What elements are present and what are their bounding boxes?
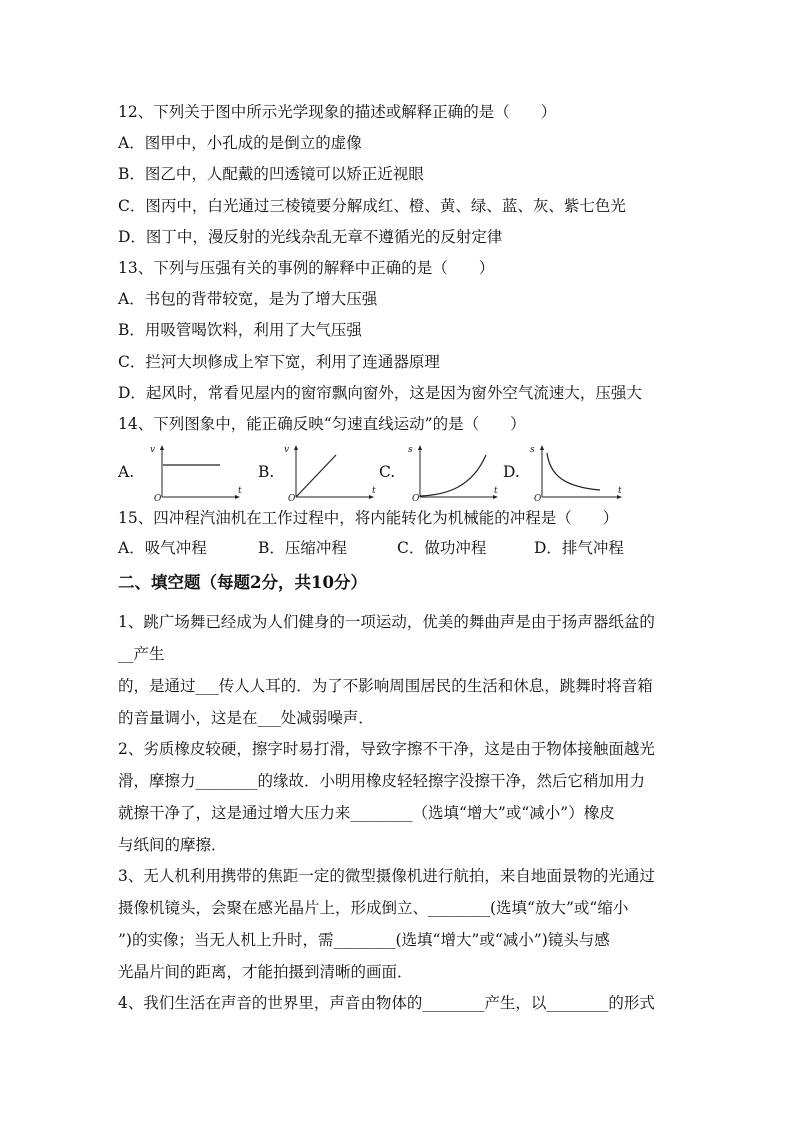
fill-q1-line-1: 1、跳广场舞已经成为人们健身的一项运动，优美的舞曲声是由于扬声器纸盆的	[118, 613, 655, 631]
graph-a	[146, 443, 244, 503]
q15-options	[118, 538, 678, 558]
graph-b-x-axis-label: t	[372, 486, 376, 496]
graph-b-origin: O	[288, 494, 296, 503]
q15-stem: 15、四冲程汽油机在工作过程中，将内能转化为机械能的冲程是（ ）	[118, 509, 619, 527]
fill-q3-line-3: ”)的实像；当无人机上升时，需________(选填“增大”或“减小”)镜头与感	[118, 931, 610, 949]
graph-b-y-axis-label: v	[284, 445, 290, 455]
graph-c-y-arrow	[418, 445, 422, 450]
graph-d-x-axis-label: t	[618, 486, 622, 496]
q12-option-a: A．图甲中，小孔成的是倒立的虚像	[118, 134, 362, 152]
graph-d-curve	[547, 453, 600, 490]
graph-d-label: D.	[503, 463, 520, 481]
graph-a-x-axis-label: t	[238, 486, 242, 496]
graph-a-label: A.	[118, 463, 135, 481]
graph-b	[280, 443, 378, 503]
fill-q2-line-2: 滑，摩擦力________的缘故．小明用橡皮轻轻擦字没擦干净，然后它稍加用力	[118, 772, 646, 790]
graph-d-origin: O	[534, 494, 542, 503]
q15-option-b: B．压缩冲程	[258, 539, 347, 557]
graph-d-y-axis-label: s	[530, 445, 535, 455]
q13-stem: 13、下列与压强有关的事例的解释中正确的是（ ）	[118, 259, 495, 277]
graph-d	[526, 443, 626, 503]
q13-option-b: B．用吸管喝饮料，利用了大气压强	[118, 321, 362, 339]
graph-c-x-axis-label: t	[494, 486, 498, 496]
graph-b-curve	[296, 455, 336, 497]
graph-c-origin: O	[412, 494, 420, 503]
graph-b-label: B.	[258, 463, 275, 481]
q14-graphs	[118, 443, 678, 503]
section-2-title: 二、填空题（每题2分，共10分）	[118, 573, 367, 592]
fill-q3-line-1: 3、无人机利用携带的焦距一定的微型摄像机进行航拍，来自地面景物的光通过	[118, 867, 655, 885]
fill-q1-line-4: 的音量调小，这是在___处减弱噪声．	[118, 709, 374, 727]
q12-option-c: C．图丙中，白光通过三棱镜要分解成红、橙、黄、绿、蓝、灰、紫七色光	[118, 197, 626, 215]
fill-q2-line-1: 2、劣质橡皮较硬，擦字时易打滑，导致字擦不干净，这是由于物体接触面越光	[118, 740, 655, 758]
fill-q3-line-4: 光晶片间的距离，才能拍摄到清晰的画面．	[118, 963, 413, 981]
graph-c	[402, 443, 502, 503]
fill-q1-line-3: 的，是通过___传人人耳的．为了不影响周围居民的生活和休息，跳舞时将音箱	[118, 677, 653, 695]
graph-a-y-axis-label: v	[150, 445, 156, 455]
fill-q2-line-4: 与纸间的摩擦．	[118, 836, 227, 854]
q15-option-a: A．吸气冲程	[118, 539, 207, 557]
fill-q2-line-3: 就擦干净了，这是通过增大压力来________（选填“增大”或“减小”）橡皮	[118, 804, 615, 822]
q12-stem: 12、下列关于图中所示光学现象的描述或解释正确的是（ ）	[118, 103, 557, 121]
q12-option-d: D．图丁中，漫反射的光线杂乱无章不遵循光的反射定律	[118, 228, 503, 246]
graph-c-y-axis-label: s	[408, 445, 413, 455]
fill-q3-line-2: 摄像机镜头，会聚在感光晶片上，形成倒立、________(选填“放大”或“缩小	[118, 899, 629, 917]
q13-option-a: A．书包的背带较宽，是为了增大压强	[118, 290, 378, 308]
q15-option-c: C．做功冲程	[397, 539, 487, 557]
q13-option-c: C．拦河大坝修成上窄下宽，利用了连通器原理	[118, 353, 440, 371]
graph-c-label: C.	[379, 463, 396, 481]
q15-option-d: D．排气冲程	[534, 539, 624, 557]
graph-b-y-arrow	[294, 445, 298, 450]
q12-option-b: B．图乙中，人配戴的凹透镜可以矫正近视眼	[118, 165, 424, 183]
fill-q1-line-2: __产生	[118, 645, 165, 663]
graph-d-y-arrow	[540, 445, 544, 450]
q13-option-d: D．起风时，常看见屋内的窗帘飘向窗外，这是因为窗外空气流速大，压强大	[118, 384, 642, 402]
graph-a-origin: O	[154, 494, 162, 503]
graph-a-y-arrow	[160, 445, 164, 450]
fill-q4-line-1: 4、我们生活在声音的世界里，声音由物体的________产生，以________的形式	[118, 994, 655, 1012]
q14-stem: 14、下列图象中，能正确反映“匀速直线运动”的是（ ）	[118, 415, 526, 433]
graph-c-curve	[420, 455, 486, 496]
